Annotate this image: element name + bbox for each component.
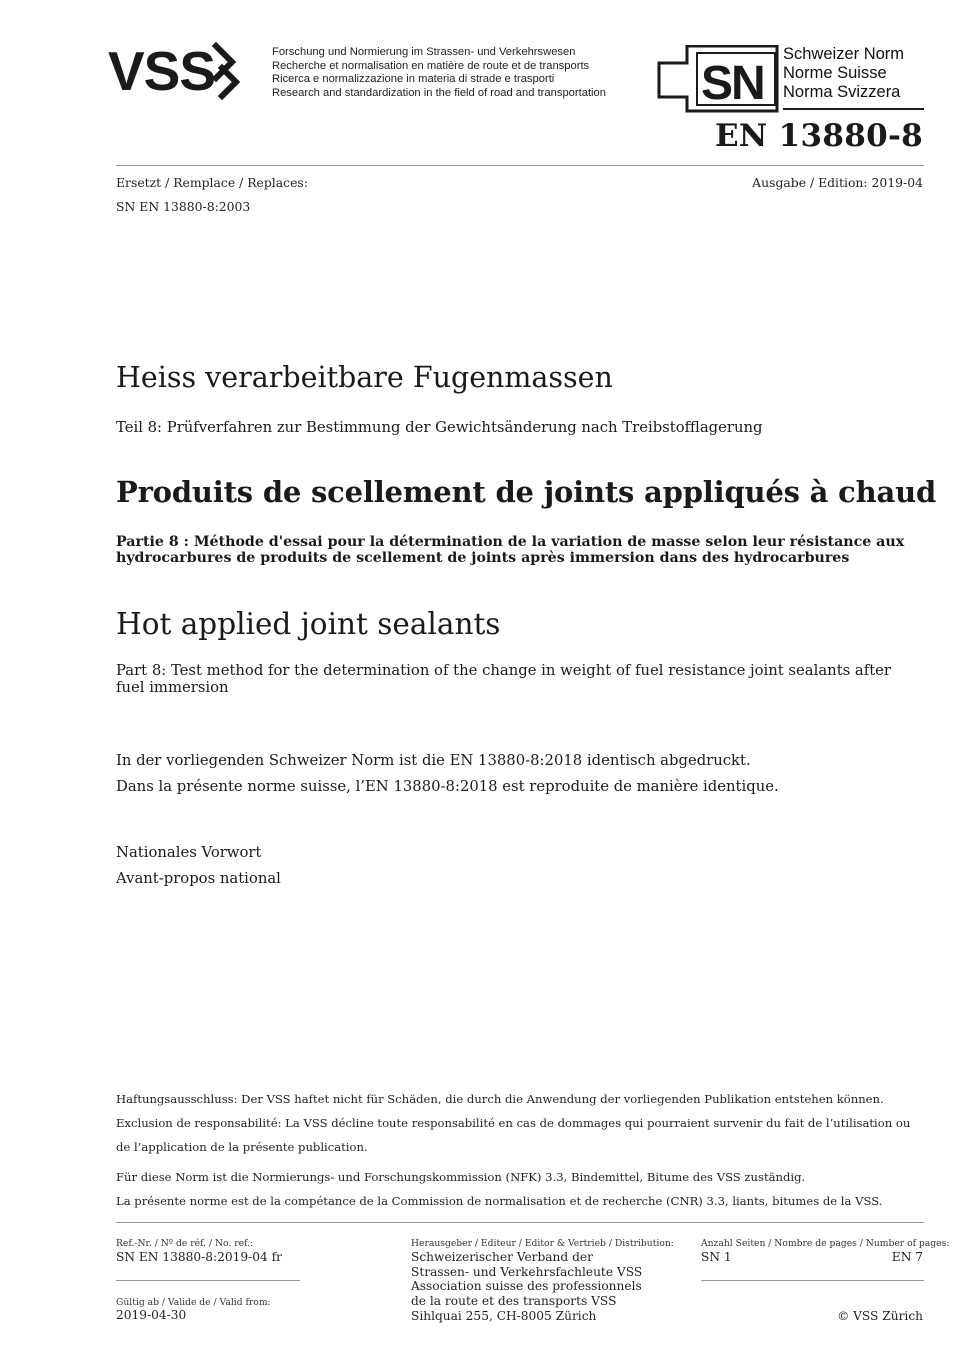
tagline-it: Ricerca e normalizzazione in materia di strade e trasporti <box>272 73 555 86</box>
disclaimer-french-line1: Exclusion de responsabilité: La VSS décline toute responsabilité en cas de dommages qui pourraient survenir du fait de l’utilisation ou <box>116 1116 911 1130</box>
sn-name-fr: Norme Suisse <box>783 64 887 82</box>
valid-from-label: Gültig ab / Valide de / Valid from: <box>116 1297 271 1308</box>
title-english: Hot applied joint sealants <box>116 607 501 641</box>
publisher-line: Strassen- und Verkehrsfachleute VSS <box>411 1264 643 1279</box>
title-german: Heiss verarbeitbare Fugenmassen <box>116 361 613 394</box>
sn-underline <box>783 108 924 110</box>
pages-label: Anzahl Seiten / Nombre de pages / Number of pages: <box>701 1238 950 1249</box>
publisher-line: Schweizerischer Verband der <box>411 1250 593 1264</box>
subtitle-german: Teil 8: Prüfverfahren zur Bestimmung der Gewichtsänderung nach Treibstofflagerung <box>116 419 763 436</box>
svg-text:VSS: VSS <box>108 40 216 100</box>
footer-divider <box>116 1222 924 1223</box>
replaces-label: Ersetzt / Remplace / Replaces: <box>116 175 308 190</box>
sn-names <box>783 45 904 102</box>
valid-from-value: 2019-04-30 <box>116 1308 187 1322</box>
sn-name-it: Norma Svizzera <box>783 83 901 101</box>
tagline-fr: Recherche et normalisation en matière de route et de transports <box>272 59 590 72</box>
disclaimer-german: Haftungsausschluss: Der VSS haftet nicht für Schäden, die durch die Anwendung der vorliegenden Publikation entstehen können. <box>116 1092 884 1106</box>
notice-french: Dans la présente norme suisse, l’EN 13880-8:2018 est reproduite de manière identique. <box>116 778 779 795</box>
vss-logo <box>108 40 268 104</box>
svg-text:SN: SN <box>701 57 764 110</box>
edition-date: Ausgabe / Edition: 2019-04 <box>752 175 923 190</box>
vss-tagline <box>272 46 606 100</box>
sn-logo <box>657 45 783 117</box>
notice-german: In der vorliegenden Schweizer Norm ist die EN 13880-8:2018 identisch abgedruckt. <box>116 752 751 769</box>
subtitle-english: Part 8: Test method for the determination of the change in weight of fuel resistance joint sealants after fuel immersion <box>116 662 892 696</box>
pages-divider <box>701 1280 924 1281</box>
responsibility-german: Für diese Norm ist die Normierungs- und Forschungskommission (NFK) 3.3, Bindemittel, Bitume des VSS zuständig. <box>116 1170 806 1184</box>
reference-divider <box>116 1280 300 1281</box>
publisher-line: de la route et des transports VSS <box>411 1294 617 1309</box>
publisher-label: Herausgeber / Editeur / Editor & Vertrieb / Distribution: <box>411 1238 674 1249</box>
foreword-french: Avant-propos national <box>116 870 281 887</box>
publisher-line: Association suisse des professionnels <box>411 1279 642 1294</box>
title-french: Produits de scellement de joints appliqués à chaud <box>116 475 937 509</box>
subtitle-french: Partie 8 : Méthode d'essai pour la détermination de la variation de masse selon leur résistance aux hydrocarbures de produits de scellement de joints après immersion dans des hydrocarbures <box>116 534 905 566</box>
header-divider <box>116 165 924 166</box>
pages-sn: SN 1 <box>701 1250 732 1264</box>
disclaimer-french-line2: de l’application de la présente publication. <box>116 1140 368 1154</box>
replaces-value: SN EN 13880-8:2003 <box>116 199 251 214</box>
foreword-german: Nationales Vorwort <box>116 844 262 861</box>
pages-en: EN 7 <box>891 1250 923 1264</box>
reference-value: SN EN 13880-8:2019-04 fr <box>116 1250 282 1264</box>
document-number: EN 13880-8 <box>714 118 923 154</box>
tagline-de: Forschung und Normierung im Strassen- und Verkehrswesen <box>272 46 576 58</box>
tagline-en: Research and standardization in the field of road and transportation <box>272 86 606 99</box>
responsibility-french: La présente norme est de la compétance de la Commission de normalisation et de recherche (CNR) 3.3, liants, bitumes de la VSS. <box>116 1194 883 1208</box>
sn-name-de: Schweizer Norm <box>783 45 905 63</box>
publisher-address <box>411 1250 642 1324</box>
reference-label: Ref.-Nr. / Nº de réf. / No. ref.: <box>116 1238 254 1249</box>
copyright: © VSS Zürich <box>837 1309 923 1323</box>
publisher-line: Sihlquai 255, CH-8005 Zürich <box>411 1308 597 1323</box>
